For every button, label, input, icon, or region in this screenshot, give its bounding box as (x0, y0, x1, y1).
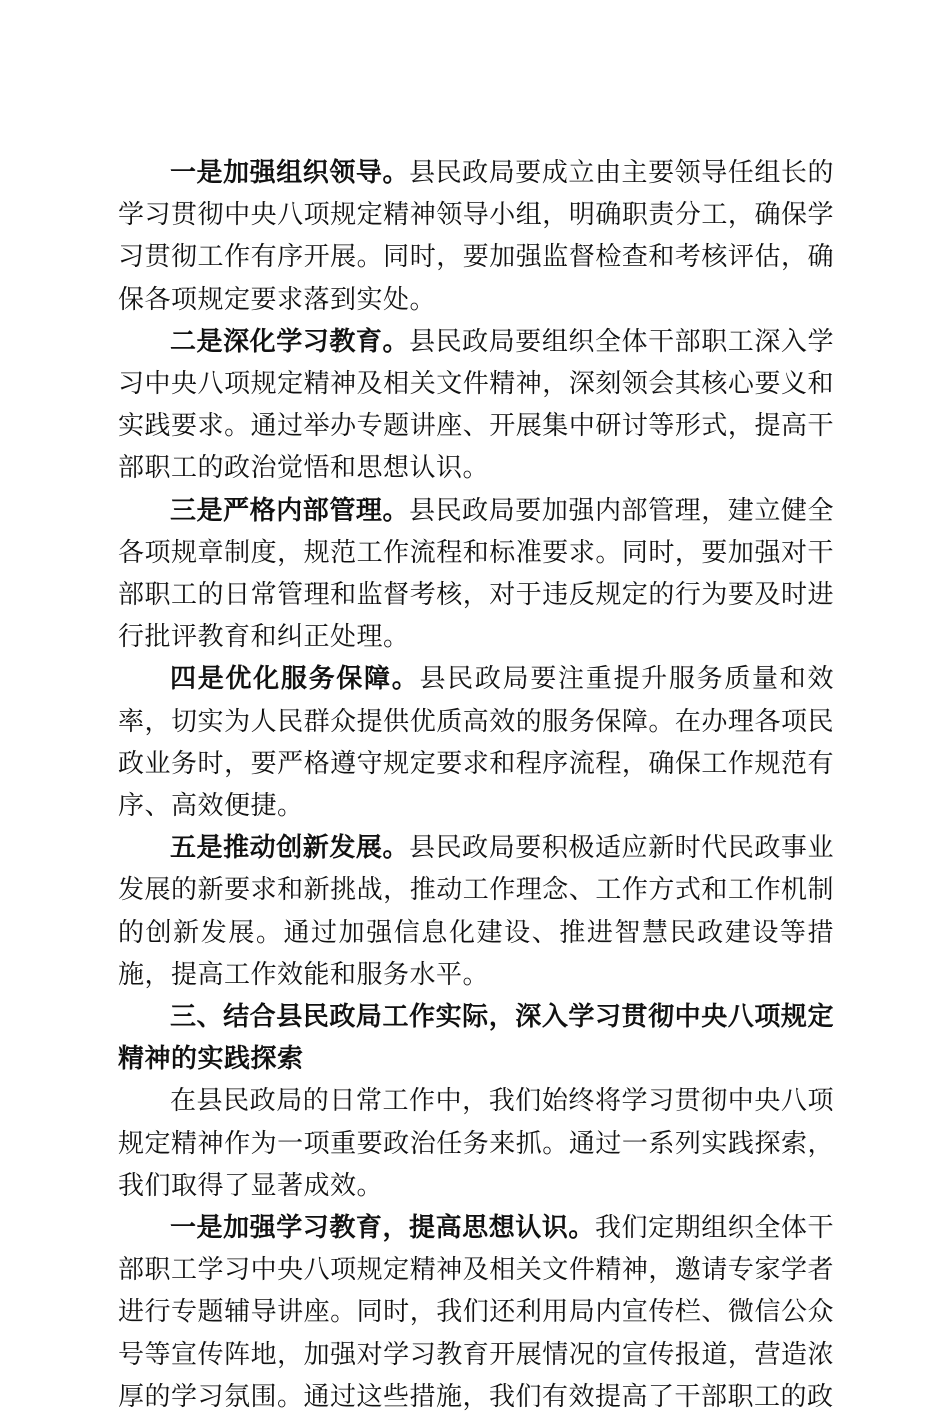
intro-paragraph: 在县民政局的日常工作中，我们始终将学习贯彻中央八项规定精神作为一项重要政治任务来抓。通过一系列实践探索，我们取得了显著成效。 (118, 1086, 834, 1201)
paragraph-study (118, 1207, 834, 1418)
paragraph-text: 县民政局要注重提升服务质量和效率，切实为人民群众提供优质高效的服务保障。在办理各项民政业务时，要严格遵守规定要求和程序流程，确保工作规范有序、高效便捷。 (118, 664, 834, 822)
section-heading: 三、结合县民政局工作实际，深入学习贯彻中央八项规定精神的实践探索 (118, 1002, 834, 1075)
paragraph-lead: 三是严格内部管理。 (170, 495, 410, 526)
paragraph-lead: 一是加强学习教育，提高思想认识。 (170, 1213, 595, 1244)
paragraph-text: 县民政局要加强内部管理，建立健全各项规章制度，规范工作流程和标准要求。同时，要加强对干部职工的日常管理和监督考核，对于违反规定的行为要及时进行批评教育和纠正处理。 (118, 495, 834, 653)
document-page (118, 152, 834, 1418)
paragraph-innovation (118, 827, 834, 996)
paragraph-organization (118, 152, 834, 321)
paragraph-lead: 五是推动创新发展。 (170, 833, 410, 864)
paragraph-text: 县民政局要积极适应新时代民政事业发展的新要求和新挑战，推动工作理念、工作方式和工作机制的创新发展。通过加强信息化建设、推进智慧民政建设等措施，提高工作效能和服务水平。 (118, 833, 834, 990)
paragraph-management (118, 490, 834, 659)
paragraph-text: 县民政局要组织全体干部职工深入学习中央八项规定精神及相关文件精神，深刻领会其核心要义和实践要求。通过举办专题讲座、开展集中研讨等形式，提高干部职工的政治觉悟和思想认识。 (118, 326, 834, 484)
paragraph-text: 我们定期组织全体干部职工学习中央八项规定精神及相关文件精神，邀请专家学者进行专题辅导讲座。同时，我们还利用局内宣传栏、微信公众号等宣传阵地，加强对学习教育开展情况的宣传报道，营造浓厚的学习氛围。通过这些措施，我们有效提高了干部职工的政 (118, 1213, 834, 1412)
paragraph-lead: 二是深化学习教育。 (170, 326, 410, 357)
paragraph-service (118, 658, 834, 827)
paragraph-lead: 一是加强组织领导。 (170, 158, 410, 188)
paragraph-text: 县民政局要成立由主要领导任组长的学习贯彻中央八项规定精神领导小组，明确职责分工，确保学习贯彻工作有序开展。同时，要加强监督检查和考核评估，确保各项规定要求落到实处。 (118, 158, 834, 315)
paragraph-lead: 四是优化服务保障。 (170, 664, 420, 695)
paragraph-education (118, 321, 834, 490)
